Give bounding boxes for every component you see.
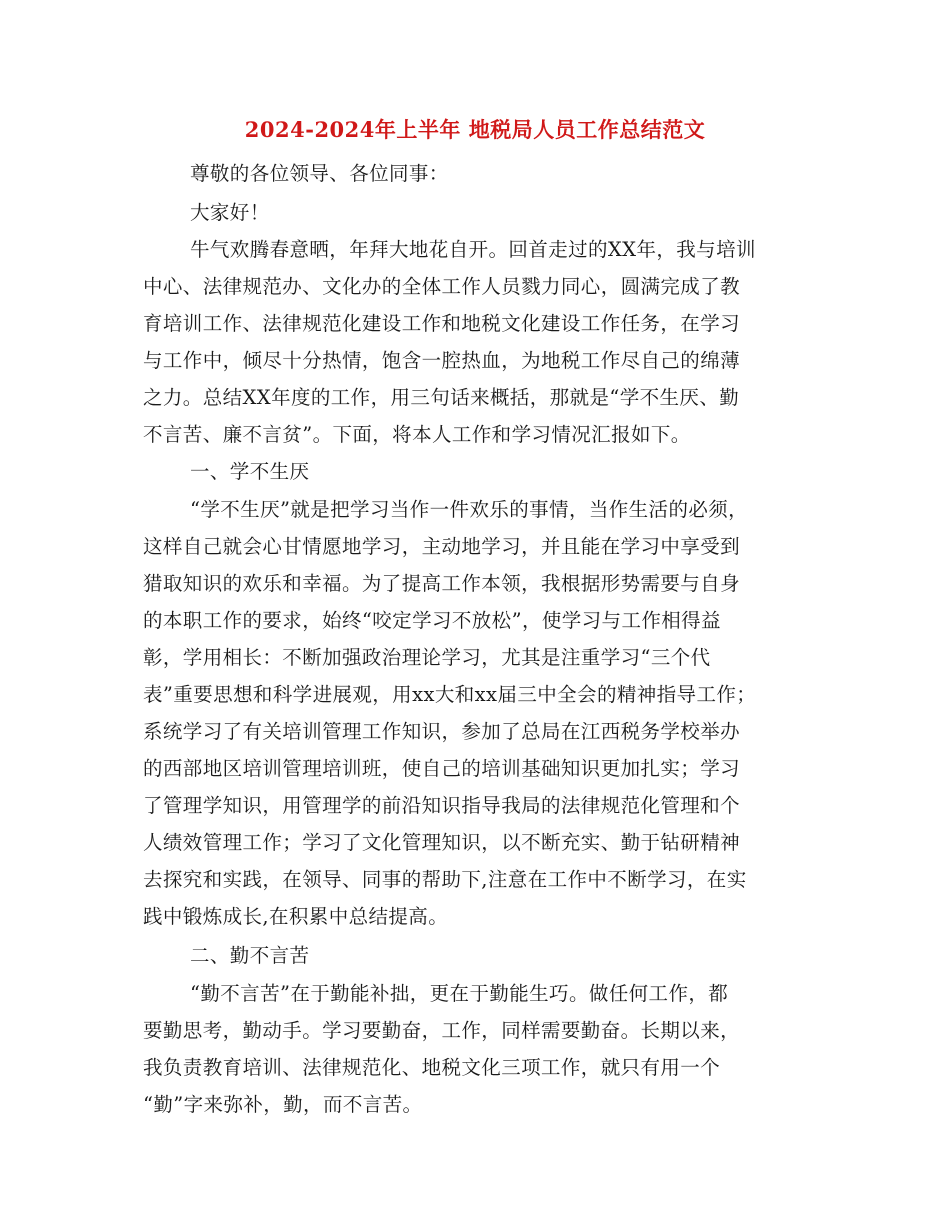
paragraph-line: 与工作中，倾尽十分热情，饱含一腔热血，为地税工作尽自己的绵薄 (143, 349, 741, 372)
paragraph-line: 的本职工作的要求，始终“咬定学习不放松”，使学习与工作相得益 (143, 609, 721, 632)
paragraph-line: 牛气欢腾春意晒，年拜大地花自开。回首走过的XX年，我与培训 (190, 238, 756, 261)
greeting-line: 大家好！ (190, 201, 270, 224)
section-heading: 一、学不生厌 (190, 460, 310, 483)
section-heading: 二、勤不言苦 (190, 944, 310, 967)
paragraph-line: 的西部地区培训管理培训班，使自己的培训基础知识更加扎实；学习 (143, 757, 741, 780)
paragraph-line: 猎取知识的欢乐和幸福。为了提高工作本领，我根据形势需要与自身 (143, 572, 741, 595)
paragraph-line: 中心、法律规范办、文化办的全体工作人员戮力同心，圆满完成了教 (143, 275, 741, 298)
paragraph-line: “勤不言苦”在于勤能补拙，更在于勤能生巧。做任何工作，都 (190, 982, 729, 1005)
document-title: 2024-2024年上半年 地税局人员工作总结范文 (244, 117, 706, 142)
paragraph-line: 了管理学知识，用管理学的前沿知识指导我局的法律规范化管理和个 (143, 794, 741, 817)
paragraph-line: 之力。总结XX年度的工作，用三句话来概括，那就是“学不生厌、勤 (143, 386, 740, 409)
salutation-line: 尊敬的各位领导、各位同事： (190, 162, 449, 185)
paragraph-line: 践中锻炼成长,在积累中总结提高。 (143, 905, 449, 928)
paragraph-line: “学不生厌”就是把学习当作一件欢乐的事情，当作生活的必须， (190, 498, 749, 521)
paragraph-line: 不言苦、廉不言贫”。下面，将本人工作和学习情况汇报如下。 (143, 423, 691, 446)
paragraph-line: 彰，学用相长：不断加强政治理论学习，尤其是注重学习“三个代 (143, 646, 711, 669)
paragraph-line: 去探究和实践，在领导、同事的帮助下,注意在工作中不断学习，在实 (143, 868, 747, 891)
paragraph-line: “勤”字来弥补，勤，而不言苦。 (143, 1093, 423, 1116)
paragraph-line: 人绩效管理工作；学习了文化管理知识，以不断充实、勤于钻研精神 (143, 831, 741, 854)
paragraph-line: 这样自己就会心甘情愿地学习，主动地学习，并且能在学习中享受到 (143, 535, 741, 558)
paragraph-line: 要勤思考，勤动手。学习要勤奋，工作，同样需要勤奋。长期以来， (143, 1019, 741, 1042)
paragraph-line: 育培训工作、法律规范化建设工作和地税文化建设工作任务，在学习 (143, 312, 741, 335)
paragraph-line: 表”重要思想和科学进展观，用xx大和xx届三中全会的精神指导工作； (143, 683, 757, 706)
paragraph-line: 系统学习了有关培训管理工作知识，参加了总局在江西税务学校举办 (143, 720, 741, 743)
paragraph-line: 我负责教育培训、法律规范化、地税文化三项工作，就只有用一个 (143, 1056, 721, 1079)
